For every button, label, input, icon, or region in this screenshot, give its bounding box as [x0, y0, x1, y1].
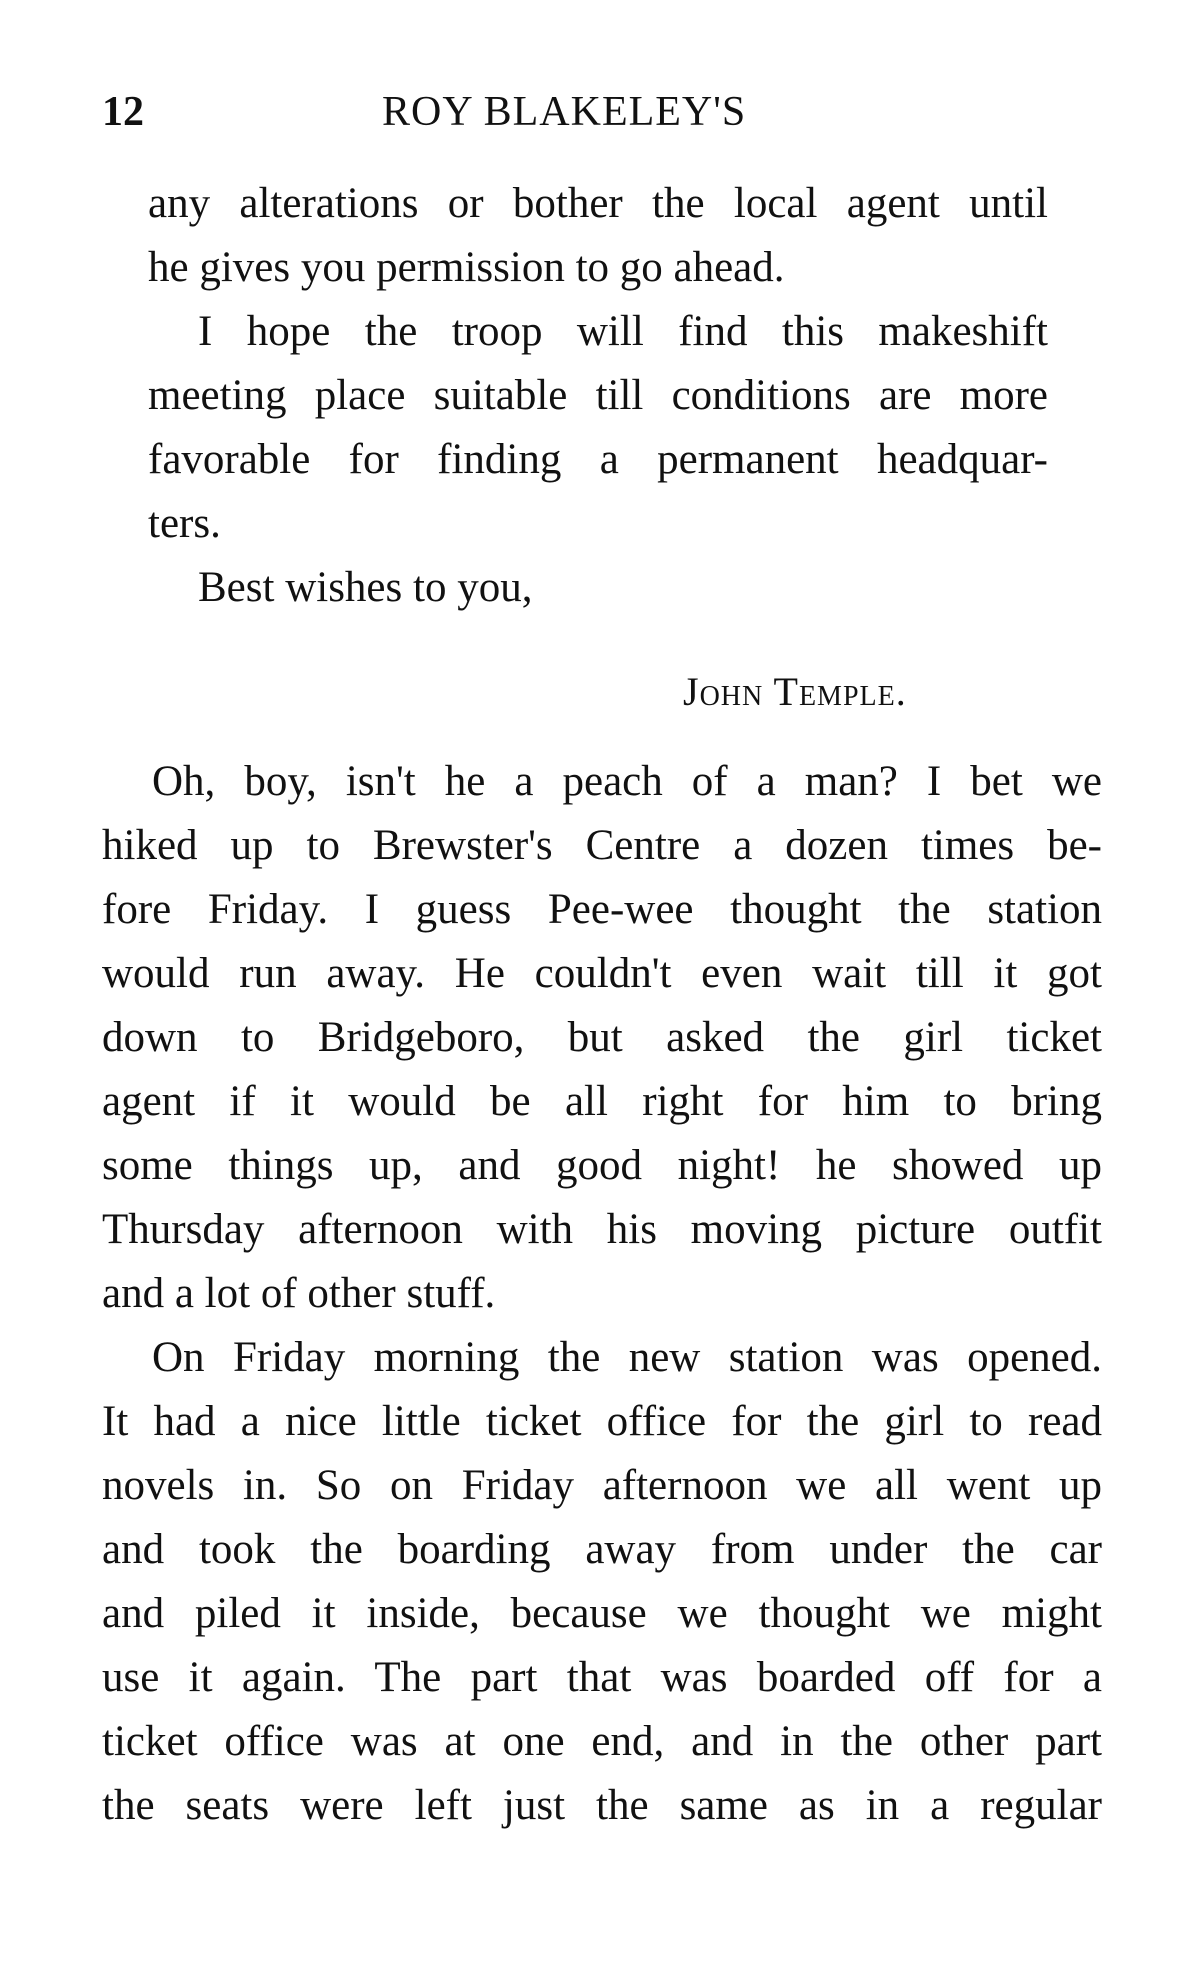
letter-signature: John Temple.	[683, 669, 907, 714]
letter-line: any alterations or bother the local agent until	[148, 180, 1048, 227]
letter-line: meeting place suitable till conditions are more	[148, 372, 1048, 419]
text-line: Thursday afternoon with his moving picture outfit	[102, 1206, 1102, 1253]
text-line: and piled it inside, because we thought we might	[102, 1590, 1102, 1637]
text-line: novels in. So on Friday afternoon we all went up	[102, 1462, 1102, 1509]
text-line: agent if it would be all right for him to bring	[102, 1078, 1102, 1125]
letter-line: favorable for finding a permanent headquar-	[148, 436, 1048, 483]
text-line: down to Bridgeboro, but asked the girl ticket	[102, 1014, 1102, 1061]
letter-block	[148, 172, 1048, 764]
text-line: ticket office was at one end, and in the other part	[102, 1718, 1102, 1765]
letter-line: I hope the troop will find this makeshift	[198, 308, 1048, 355]
text-line: fore Friday. I guess Pee-wee thought the station	[102, 886, 1102, 933]
text-line: and took the boarding away from under the car	[102, 1526, 1102, 1573]
text-line: hiked up to Brewster's Centre a dozen times be-	[102, 822, 1102, 869]
page-number: 12	[102, 89, 144, 135]
letter-line: he gives you permission to go ahead.	[148, 244, 785, 291]
letter-closing: Best wishes to you,	[198, 564, 533, 611]
letter-line: ters.	[148, 500, 221, 547]
page-header	[102, 88, 1102, 148]
text-line: the seats were left just the same as in a regular	[102, 1782, 1102, 1829]
text-line: use it again. The part that was boarded off for a	[102, 1654, 1102, 1701]
text-line: some things up, and good night! he showed up	[102, 1142, 1102, 1189]
text-line: and a lot of other stuff.	[102, 1270, 496, 1317]
paragraph	[102, 1326, 1102, 1838]
text-line: It had a nice little ticket office for the girl to read	[102, 1398, 1102, 1445]
text-line: would run away. He couldn't even wait till it got	[102, 950, 1102, 997]
narrative-text	[102, 750, 1102, 1838]
running-title: ROY BLAKELEY'S	[382, 89, 747, 135]
text-line: On Friday morning the new station was opened.	[152, 1334, 1102, 1381]
paragraph	[102, 750, 1102, 1326]
text-line: Oh, boy, isn't he a peach of a man? I bet we	[152, 758, 1102, 805]
